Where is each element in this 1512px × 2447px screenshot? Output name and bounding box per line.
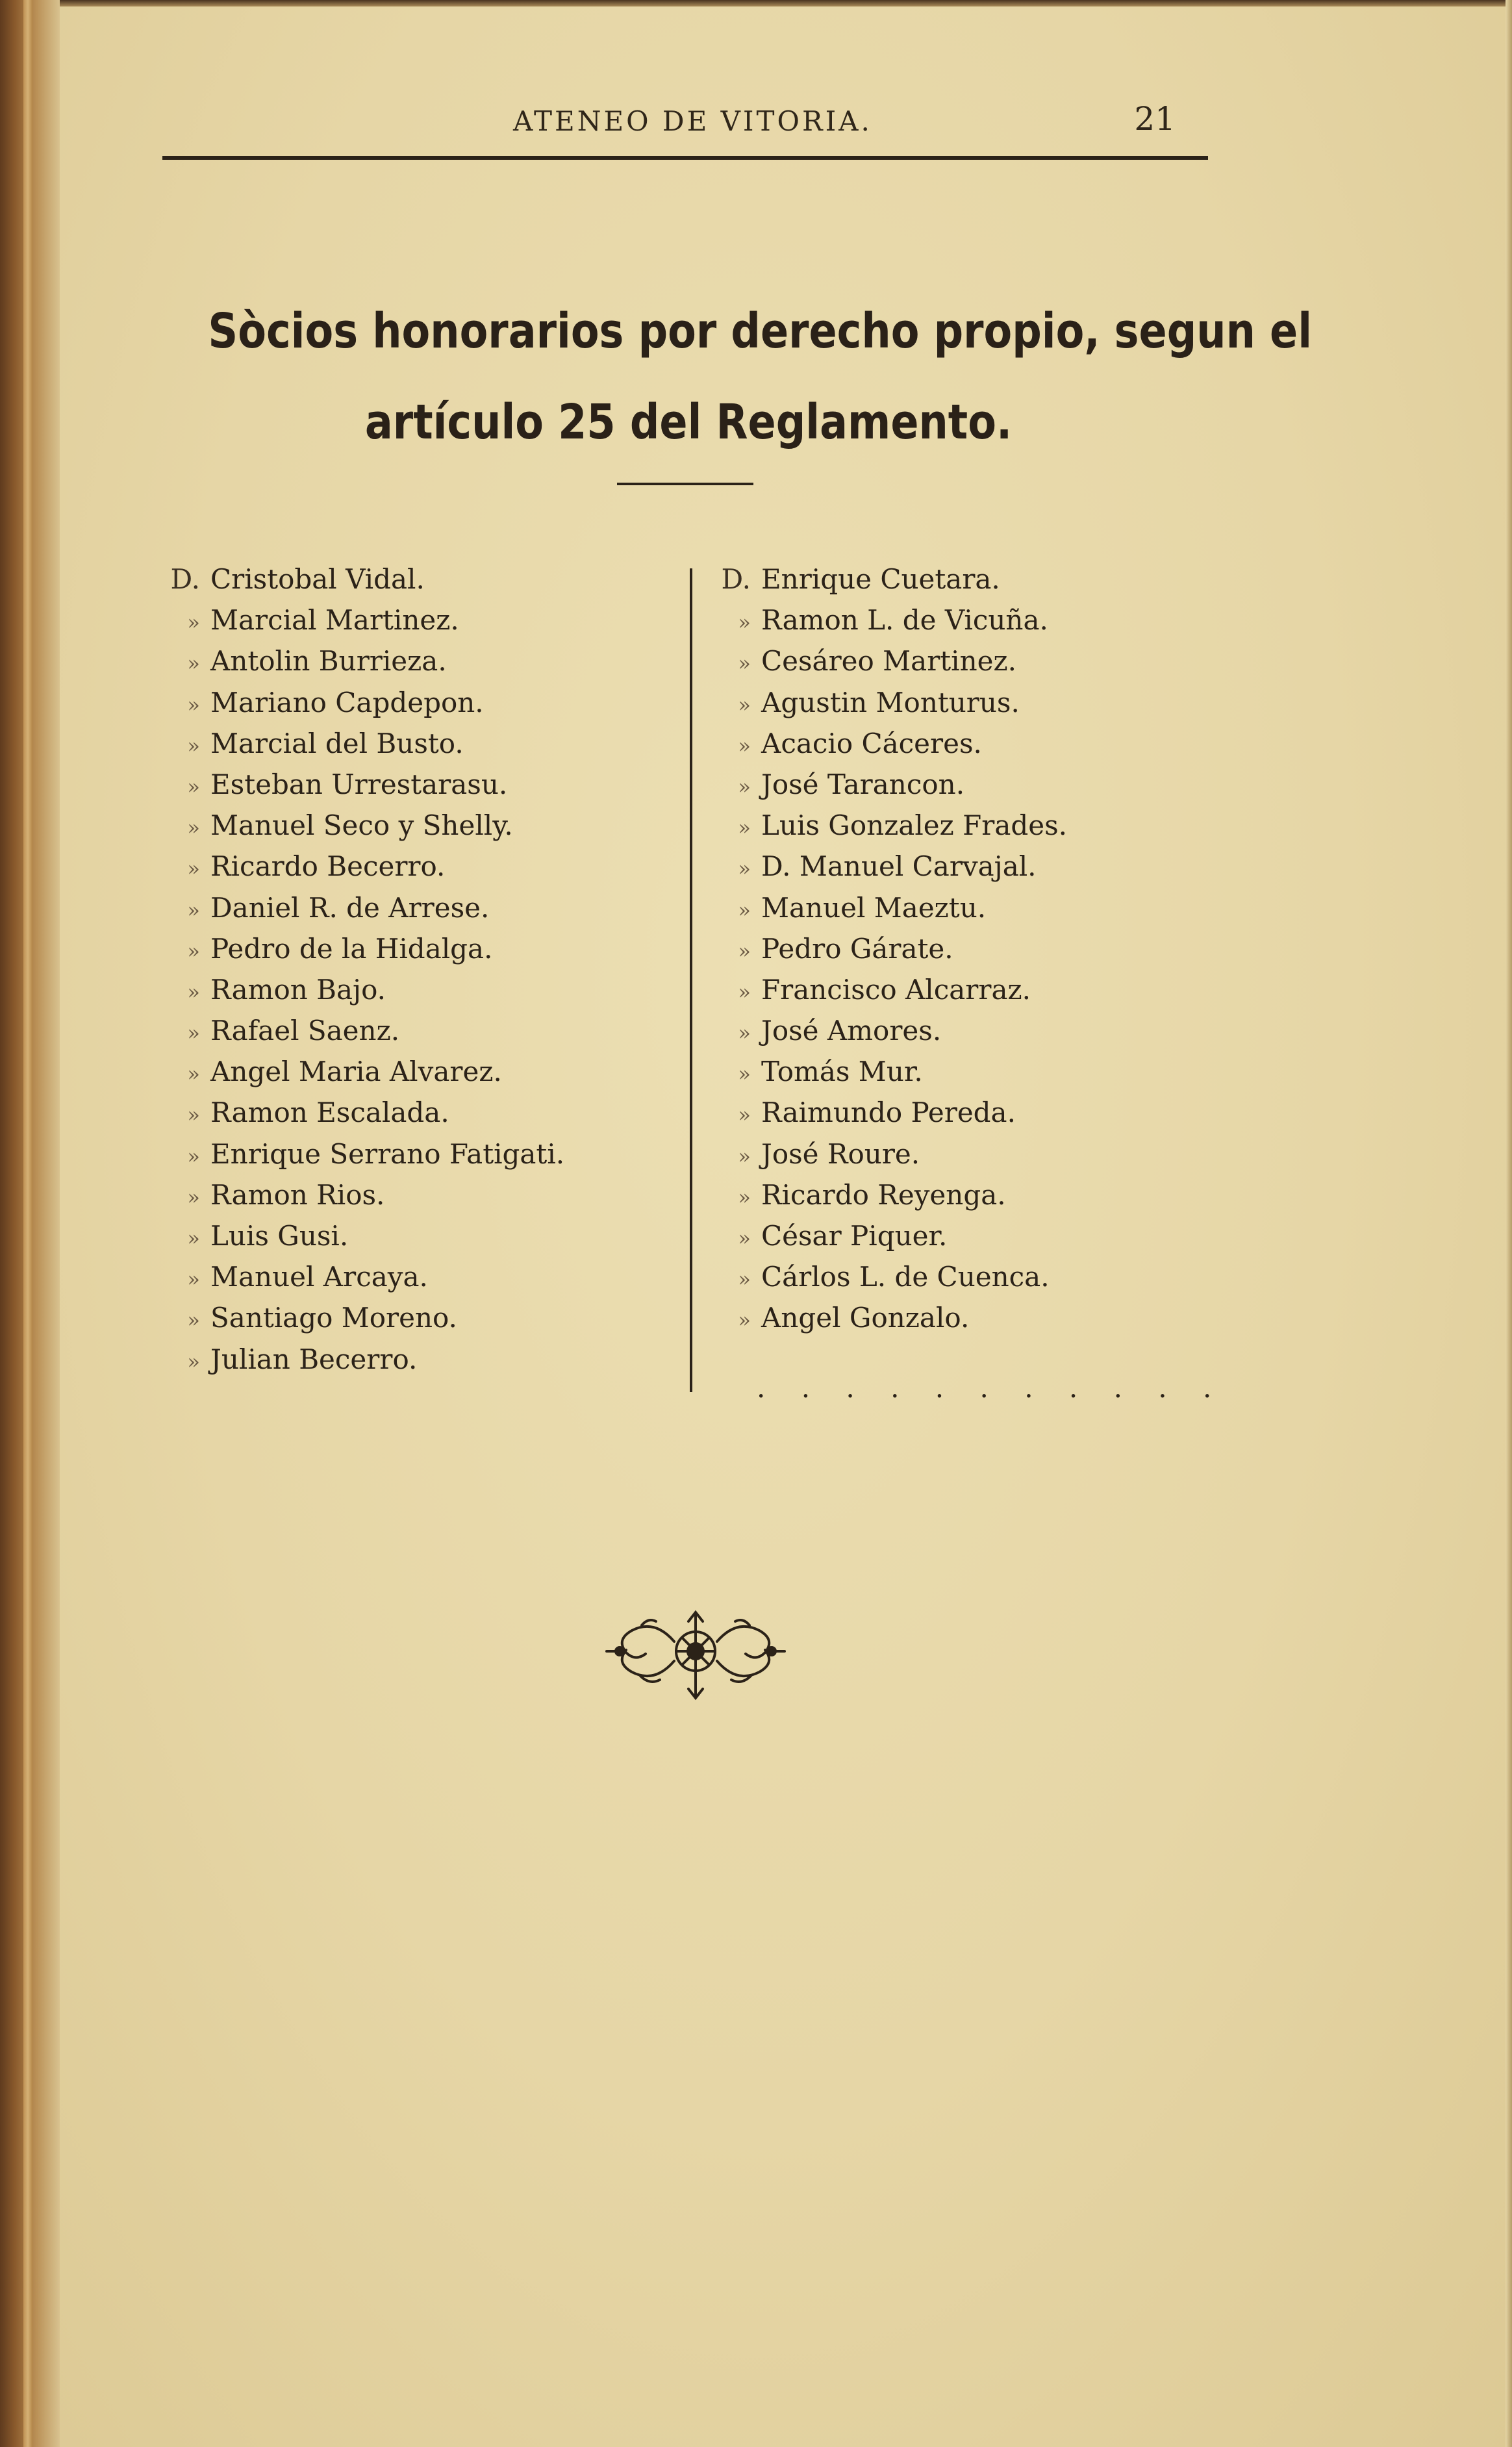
ditto-mark: » [738, 1226, 751, 1250]
ditto-mark: » [738, 856, 751, 881]
ditto-mark: » [738, 733, 751, 758]
member-name: Raimundo Pereda. [761, 1097, 1016, 1129]
member-name: Ricardo Reyenga. [761, 1178, 1006, 1211]
member-row [707, 600, 1213, 640]
member-row [707, 1010, 1213, 1051]
ditto-mark: » [187, 1061, 200, 1087]
member-row [156, 887, 675, 928]
member-row [156, 600, 675, 640]
member-list-left [156, 559, 675, 1380]
member-name: Agustin Monturus. [761, 686, 1020, 718]
heading-line-2: artículo 25 del Reglamento. [364, 394, 1013, 450]
honorific-mark: D. [170, 563, 200, 595]
ditto-mark: » [187, 938, 200, 963]
section-heading [208, 286, 1313, 468]
member-name: José Roure. [761, 1137, 920, 1170]
member-name: Ramon Rios. [210, 1178, 385, 1211]
honorific-mark: D. [721, 563, 751, 595]
member-row [707, 969, 1213, 1010]
ditto-mark: » [738, 1061, 751, 1087]
member-name: Rafael Saenz. [210, 1015, 400, 1047]
member-name: Antolin Burrieza. [210, 645, 447, 678]
member-name: Cesáreo Martinez. [761, 645, 1016, 678]
member-row [156, 682, 675, 723]
page-right-edge [1506, 0, 1512, 2447]
ditto-mark: » [738, 1184, 751, 1210]
member-row [707, 1174, 1213, 1215]
ditto-mark: » [738, 1021, 751, 1046]
member-name: Angel Maria Alvarez. [210, 1056, 502, 1088]
ditto-mark: » [738, 1102, 751, 1128]
running-head [162, 97, 1208, 149]
member-name: Angel Gonzalo. [761, 1302, 970, 1334]
ditto-mark: » [187, 774, 200, 799]
ditto-mark: » [738, 938, 751, 963]
member-row [156, 1092, 675, 1133]
member-name: Julian Becerro. [210, 1343, 418, 1375]
member-row [156, 723, 675, 764]
member-row [707, 846, 1213, 887]
member-row [156, 640, 675, 681]
member-row [707, 1051, 1213, 1092]
member-name: Marcial del Busto. [210, 727, 464, 759]
member-row [707, 723, 1213, 764]
member-name: Pedro de la Hidalga. [210, 932, 493, 965]
member-name: Ricardo Becerro. [210, 850, 446, 883]
ditto-mark: » [187, 610, 200, 635]
member-name: Manuel Maeztu. [761, 891, 987, 924]
member-row [156, 969, 675, 1010]
member-name: José Amores. [761, 1015, 942, 1047]
book-binding-edge [0, 0, 60, 2447]
member-row [156, 928, 675, 969]
member-name: Manuel Arcaya. [210, 1261, 428, 1293]
member-row [707, 1134, 1213, 1174]
member-row [156, 1134, 675, 1174]
heading-divider-rule [617, 483, 753, 485]
member-row [707, 1297, 1213, 1338]
ditto-mark: » [187, 1226, 200, 1250]
running-title: ATENEO DE VITORIA. [513, 105, 872, 137]
ditto-mark: » [738, 610, 751, 635]
ditto-mark: » [187, 1102, 200, 1128]
heading-line-1: Sòcios honorarios por derecho propio, segun el [208, 303, 1313, 359]
ditto-mark: » [738, 1308, 751, 1333]
ditto-mark: » [187, 1308, 200, 1333]
ornament-fleuron-icon [603, 1606, 788, 1703]
member-name: Luis Gusi. [210, 1220, 349, 1252]
member-row [156, 764, 675, 805]
member-row [707, 1256, 1213, 1297]
member-name: Ramon Bajo. [210, 973, 386, 1006]
ditto-mark: » [738, 897, 751, 922]
ditto-mark: » [187, 1349, 200, 1374]
ditto-mark: » [187, 1143, 200, 1169]
ditto-mark: » [187, 692, 200, 717]
ditto-mark: » [187, 733, 200, 758]
ditto-mark: » [738, 651, 751, 676]
ditto-mark: » [738, 1267, 751, 1292]
member-name: Santiago Moreno. [210, 1302, 457, 1334]
member-name: Esteban Urrestarasu. [210, 768, 508, 800]
member-row [156, 559, 675, 600]
member-name: Luis Gonzalez Frades. [761, 809, 1068, 842]
member-row [156, 1339, 675, 1380]
member-name: Enrique Cuetara. [761, 563, 1000, 595]
member-name: Manuel Seco y Shelly. [210, 809, 513, 842]
ditto-mark: » [187, 1021, 200, 1046]
member-name: Daniel R. de Arrese. [210, 891, 490, 924]
ditto-mark: » [738, 815, 751, 841]
member-name: Francisco Alcarraz. [761, 973, 1031, 1006]
member-name: Mariano Capdepon. [210, 686, 484, 718]
member-name: Cristobal Vidal. [210, 563, 425, 595]
member-name: Enrique Serrano Fatigati. [210, 1137, 565, 1170]
member-name: Ramon Escalada. [210, 1097, 449, 1129]
member-name: César Piquer. [761, 1220, 948, 1252]
ditto-mark: » [187, 856, 200, 881]
ditto-mark: » [738, 1143, 751, 1169]
ditto-mark: » [187, 897, 200, 922]
ditto-mark: » [187, 651, 200, 676]
member-name: Marcial Martinez. [210, 604, 459, 637]
member-name: D. Manuel Carvajal. [761, 850, 1037, 883]
member-row [156, 1174, 675, 1215]
member-row [707, 1092, 1213, 1133]
ditto-mark: » [738, 774, 751, 799]
page-top-edge [0, 0, 1512, 6]
member-row [707, 682, 1213, 723]
member-row [156, 1010, 675, 1051]
member-list-right [707, 559, 1213, 1339]
ditto-mark: » [187, 1267, 200, 1292]
member-name: José Tarancon. [761, 768, 965, 800]
ditto-mark: » [187, 979, 200, 1004]
member-row [156, 1297, 675, 1338]
ditto-mark: » [187, 1184, 200, 1210]
member-name: Pedro Gárate. [761, 932, 953, 965]
member-name: Cárlos L. de Cuenca. [761, 1261, 1050, 1293]
page-number: 21 [1134, 100, 1176, 138]
member-name: Acacio Cáceres. [761, 727, 982, 759]
member-row [156, 805, 675, 846]
member-name: Ramon L. de Vicuña. [761, 604, 1048, 637]
header-rule [162, 156, 1208, 160]
list-continuation-dots: . . . . . . . . . . . [757, 1372, 1226, 1404]
member-row [707, 887, 1213, 928]
ditto-mark: » [738, 692, 751, 717]
member-row [156, 1051, 675, 1092]
member-row [707, 928, 1213, 969]
ditto-mark: » [738, 979, 751, 1004]
member-row [707, 805, 1213, 846]
member-row [156, 1215, 675, 1256]
member-name: Tomás Mur. [761, 1056, 923, 1088]
member-row [707, 640, 1213, 681]
column-divider [690, 568, 692, 1392]
member-row [156, 1256, 675, 1297]
member-row [156, 846, 675, 887]
member-row [707, 1215, 1213, 1256]
member-row [707, 764, 1213, 805]
ditto-mark: » [187, 815, 200, 841]
member-row [707, 559, 1213, 600]
